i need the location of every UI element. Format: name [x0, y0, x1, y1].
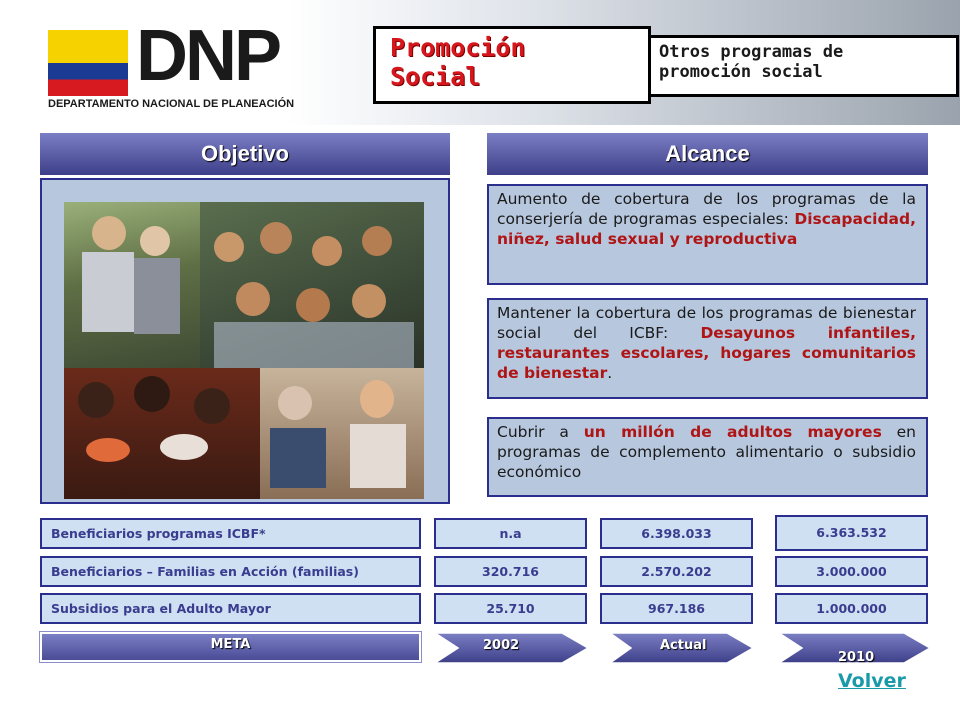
table-cell-2010: 1.000.000	[775, 593, 928, 624]
table-row-label: Beneficiarios – Familias en Acción (familias)	[40, 556, 421, 587]
table-cell-2002: n.a	[434, 518, 587, 549]
colombia-flag-icon	[48, 30, 128, 96]
page-title	[373, 26, 651, 104]
logo-subtitle: DEPARTAMENTO NACIONAL DE PLANEACIÓN	[48, 98, 295, 110]
beneficiaries-photo-collage	[64, 202, 424, 499]
arrow-actual-label: Actual	[660, 638, 707, 653]
table-cell-2002: 25.710	[434, 593, 587, 624]
table-cell-2010: 6.363.532	[775, 515, 928, 551]
alcance-item-1-highlight: Discapacidad, niñez, salud sexual y reproductiva	[497, 210, 916, 248]
objetivo-header: Objetivo	[40, 133, 450, 175]
alcance-item-1	[487, 184, 928, 285]
arrow-2002-label: 2002	[483, 638, 520, 653]
alcance-item-1-text: Aumento de cobertura de los programas de la conserjería de programas especiales:	[497, 190, 916, 228]
table-cell-2010: 3.000.000	[775, 556, 928, 587]
alcance-item-3-prefix: Cubrir a	[497, 423, 584, 441]
page-title-line2: Social	[390, 62, 481, 91]
objetivo-panel	[40, 178, 450, 504]
other-programs-link[interactable]	[648, 35, 959, 97]
table-cell-2002: 320.716	[434, 556, 587, 587]
meta-bar: META	[40, 632, 421, 662]
table-cell-actual: 967.186	[600, 593, 753, 624]
alcance-header: Alcance	[487, 133, 928, 175]
alcance-item-3-text: en programas de complemento alimentario o subsidio económico	[497, 423, 917, 481]
alcance-item-2-highlight: Desayunos infantiles, restaurantes escolares, hogares comunitarios de bienestar	[497, 324, 916, 382]
alcance-item-2	[487, 298, 928, 399]
table-cell-actual: 2.570.202	[600, 556, 753, 587]
table-row-label: Beneficiarios programas ICBF*	[40, 518, 421, 549]
table-cell-actual: 6.398.033	[600, 518, 753, 549]
volver-link[interactable]: Volver	[838, 670, 906, 692]
other-programs-line2: promoción social	[659, 62, 823, 82]
page-title-line1: Promoción	[390, 33, 526, 62]
table-row-label: Subsidios para el Adulto Mayor	[40, 593, 421, 624]
dnp-logo	[48, 16, 298, 116]
logo-word: DNP	[136, 16, 280, 96]
other-programs-line1: Otros programas de	[659, 42, 844, 62]
alcance-item-3-highlight: un millón de adultos mayores	[583, 423, 882, 441]
arrow-2010-label: 2010	[838, 650, 875, 665]
alcance-item-3	[487, 417, 928, 497]
alcance-item-2-suffix: .	[607, 364, 613, 382]
alcance-item-2-text: Mantener la cobertura de los programas de bienestar social del ICBF:	[497, 304, 916, 342]
